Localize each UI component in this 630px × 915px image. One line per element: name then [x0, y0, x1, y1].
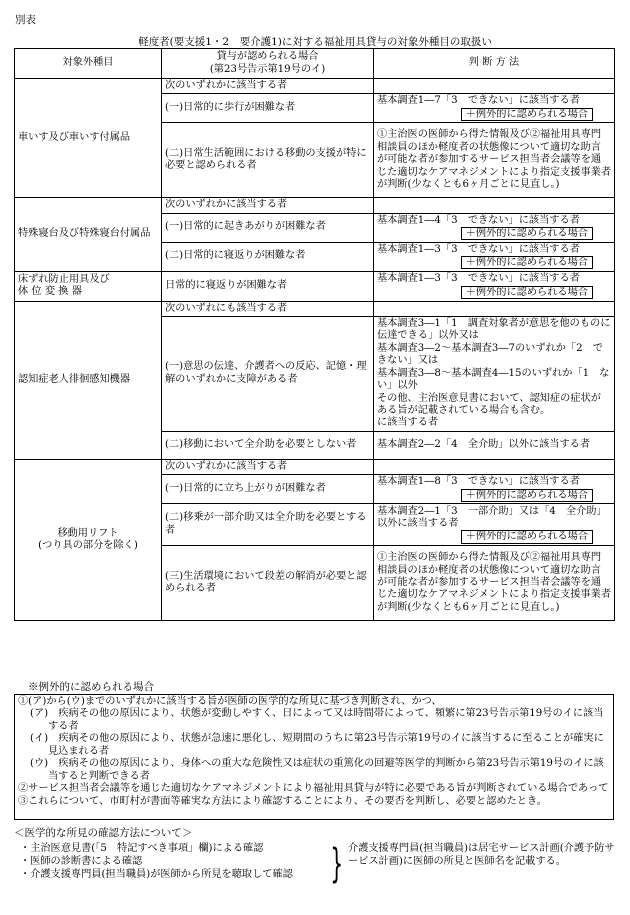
- exception-condition-1: ①(ア)から(ウ)までのいずれかに該当する旨が医師の医学的な所見に基づき判断され、かつ、: [18, 696, 442, 707]
- judgment: 基本調査1―4「3 できない」に該当する者 ＋例外的に認められる場合: [374, 213, 615, 242]
- type-wandering-sensor: 認知症老人徘徊感知機器: [15, 301, 162, 459]
- exception-box: ＋例外的に認められる場合: [461, 256, 593, 269]
- judgment: 基本調査2―1「3 一部介助」又は「4 全介助」以外に該当する者 ＋例外的に認められる場合: [374, 504, 615, 546]
- judgment: ①主治医の医師から得た情報及び②福祉用具専門相談員のほか軽度者の状態像について適切な助言が可能な者が参加するサービス担当者会議等を通じた適切なケアマネジメントにより指定支援事業者が判断(少なくとも6ヶ月ごとに見直し。): [374, 123, 615, 198]
- exception-box: ＋例外的に認められる場合: [461, 286, 593, 299]
- document-title: 軽度者(要支援1・2 要介護1)に対する福祉用具貸与の対象外種目の取扱い: [138, 36, 492, 48]
- table-row: [15, 271, 615, 301]
- header-type: 対象外種目: [15, 49, 162, 79]
- header-judgment: 判 断 方 法: [374, 49, 615, 79]
- lead-text: 次のいずれかに該当する者: [162, 459, 374, 474]
- criterion: (三)生活環境において段差の解消が必要と認められる者: [162, 546, 374, 621]
- criterion: (二)日常的に寝返りが困難な者: [162, 242, 374, 271]
- criterion: 日常的に寝返りが困難な者: [162, 271, 374, 301]
- eligibility-table: [14, 48, 615, 621]
- list-item: ・医師の診断書による確認: [20, 856, 143, 868]
- medical-findings-list: [20, 842, 293, 881]
- exception-item-u: (ウ) 疾病その他の原因により、身体への重大な危険性又は症状の重篤化の回避等医学的判断から第23号告示第19号のイに該当すると判断できる者: [30, 758, 604, 782]
- table-row: [15, 79, 615, 94]
- table-row: [15, 198, 615, 213]
- list-item: ・主治医意見書(「5 特記すべき事項」欄)による確認: [20, 843, 264, 854]
- lead-text: 次のいずれかに該当する者: [162, 198, 374, 213]
- header-case-line1: 貸与が認められる場合: [216, 51, 319, 63]
- header-case-line2: (第23号告示第19号のイ): [209, 63, 326, 75]
- appendix-label: 別表: [15, 14, 36, 26]
- criterion: (二)移乗が一部介助又は全介助を必要とする者: [162, 504, 374, 546]
- header-case: [162, 49, 374, 79]
- type-wheelchair: 車いす及び車いす付属品: [15, 79, 162, 198]
- criterion: (一)日常的に立ち上がりが困難な者: [162, 475, 374, 504]
- empty-cell: [374, 198, 615, 213]
- type-mobile-lift: 移動用リフト (つり具の部分を除く): [15, 459, 162, 620]
- exceptions-heading: ※例外的に認められる場合: [28, 681, 154, 693]
- table-row: [15, 301, 615, 316]
- exception-condition-3: ③これらについて、市町村が書面等確実な方法により確認することにより、その要否を判断し、必要と認めたとき。: [18, 795, 547, 807]
- exception-box: ＋例外的に認められる場合: [461, 489, 593, 502]
- exception-box: ＋例外的に認められる場合: [461, 108, 593, 121]
- criterion: (二)日常生活範囲における移動の支援が特に必要と認められる者: [162, 123, 374, 198]
- criterion: (一)意思の伝達、介護者への反応、記憶・理解のいずれかに支障がある者: [162, 316, 374, 431]
- judgment: ①主治医の医師から得た情報及び②福祉用具専門相談員のほか軽度者の状態像について適切な助言が可能な者が参加するサービス担当者会議等を通じた適切なケアマネジメントにより指定支援事業者が判断(少なくとも6ヶ月ごとに見直し。): [374, 546, 615, 621]
- list-item: ・介護支援専門員(担当職員)が医師から所見を聴取して確認: [20, 869, 293, 881]
- brace-icon: }: [330, 841, 344, 887]
- empty-cell: [374, 79, 615, 94]
- criterion: (一)日常的に歩行が困難な者: [162, 94, 374, 123]
- judgment: 基本調査1―7「3 できない」に該当する者 ＋例外的に認められる場合: [374, 94, 615, 123]
- empty-cell: [374, 459, 615, 474]
- exception-box: ＋例外的に認められる場合: [461, 227, 593, 240]
- judgment: 基本調査1―3「3 できない」に該当する者 ＋例外的に認められる場合: [374, 242, 615, 271]
- medical-findings-note: 介護支援専門員(担当職員)は居宅サービス計画(介護予防サービス計画)に医師の所見と医師名を記載する。: [348, 843, 615, 868]
- exception-box: ＋例外的に認められる場合: [461, 530, 593, 543]
- judgment: 基本調査1―3「3 できない」に該当する者 ＋例外的に認められる場合: [374, 271, 615, 301]
- table-header-row: [15, 49, 615, 79]
- medical-findings-heading: ＜医学的な所見の確認方法について＞: [14, 827, 193, 839]
- lead-text: 次のいずれかに該当する者: [162, 79, 374, 94]
- exception-condition-2: ②サービス担当者会議等を通じた適切なケアマネジメントにより福祉用具貸与が特に必要である旨が判断されている場合であって: [18, 783, 609, 795]
- criterion: (一)日常的に起きあがりが困難な者: [162, 213, 374, 242]
- type-special-bed: 特殊寝台及び特殊寝台付属品: [15, 198, 162, 271]
- judgment: 基本調査3―1「1 調査対象者が意思を他のものに伝達できる」以外又は 基本調査3―2～基本調査3―7のいずれか「2 できない」又は 基本調査3―8～基本調査4―15のいずれか「1 ない」以外 その他、主治医意見書において、認知症の症状がある旨が記載されている場合も含む。 に該当する者: [374, 316, 615, 431]
- type-bedsore-prevention: 床ずれ防止用具及び 体 位 変 換 器: [15, 271, 162, 301]
- judgment: 基本調査2―2「4 全介助」以外に該当する者: [374, 431, 615, 459]
- criterion: (二)移動において全介助を必要としない者: [162, 431, 374, 459]
- table-row: [15, 459, 615, 474]
- exceptions-box: [14, 694, 614, 820]
- judgment: 基本調査1―8「3 できない」に該当する者 ＋例外的に認められる場合: [374, 475, 615, 504]
- empty-cell: [374, 301, 615, 316]
- exception-item-a: (ア) 疾病その他の原因により、状態が変動しやすく、日によって又は時間帯によって、頻繁に第23号告示第19号のイに該当する者: [30, 708, 604, 732]
- exception-item-i: (イ) 疾病その他の原因により、状態が急速に悪化し、短期間のうちに第23号告示第19号のイに該当するに至ることが確実に見込まれる者: [30, 733, 604, 757]
- lead-text: 次のいずれにも該当する者: [162, 301, 374, 316]
